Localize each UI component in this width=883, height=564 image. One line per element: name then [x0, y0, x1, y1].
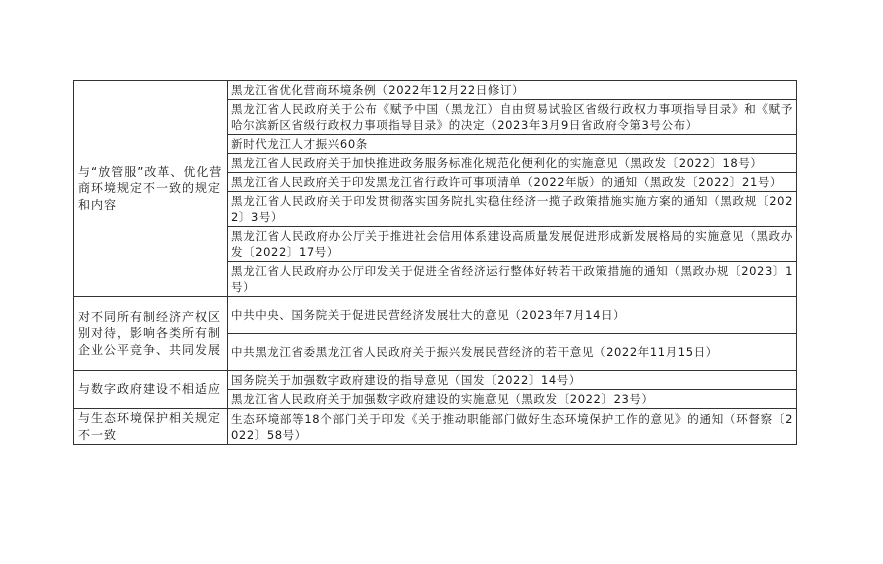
table-row [74, 371, 797, 390]
regulation-cell: 黑龙江省人民政府关于公布《赋予中国（黑龙江）自由贸易试验区省级行政权力事项指导目录》和《赋予哈尔滨新区省级行政权力事项指导目录》的决定（2023年3月9日省政府令第3号公布） [228, 100, 797, 135]
category-cell: 与“放管服”改革、优化营商环境规定不一致的规定和内容 [74, 81, 228, 297]
regulation-cell: 黑龙江省人民政府关于加快推进政务服务标准化规范化便利化的实施意见（黑政发〔2022〕18号） [228, 154, 797, 173]
category-cell: 与生态环境保护相关规定不一致 [74, 409, 228, 445]
regulation-cell: 中共中央、国务院关于促进民营经济发展壮大的意见（2023年7月14日） [228, 297, 797, 334]
regulation-cell: 黑龙江省人民政府关于加强数字政府建设的实施意见（黑政发〔2022〕23号） [228, 390, 797, 409]
regulation-cell: 生态环境部等18个部门关于印发《关于推动职能部门做好生态环境保护工作的意见》的通知（环督察〔2022〕58号） [228, 409, 797, 445]
regulation-cell: 黑龙江省人民政府关于印发贯彻落实国务院扎实稳住经济一揽子政策措施实施方案的通知（黑政规〔2022〕3号） [228, 192, 797, 227]
regulation-cell: 国务院关于加强数字政府建设的指导意见（国发〔2022〕14号） [228, 371, 797, 390]
category-cell: 对不同所有制经济产权区别对待，影响各类所有制企业公平竞争、共同发展 [74, 297, 228, 371]
regulation-cell: 黑龙江省人民政府办公厅印发关于促进全省经济运行整体好转若干政策措施的通知（黑政办规〔2023〕1号） [228, 262, 797, 297]
table-row [74, 297, 797, 334]
regulation-cell: 黑龙江省人民政府关于印发黑龙江省行政许可事项清单（2022年版）的通知（黑政发〔2022〕21号） [228, 173, 797, 192]
regulation-cell: 新时代龙江人才振兴60条 [228, 135, 797, 154]
regulations-table [73, 80, 797, 445]
table-row [74, 81, 797, 100]
regulation-cell: 黑龙江省优化营商环境条例（2022年12月22日修订） [228, 81, 797, 100]
table-row [74, 409, 797, 445]
category-cell: 与数字政府建设不相适应 [74, 371, 228, 409]
regulation-cell: 中共黑龙江省委黑龙江省人民政府关于振兴发展民营经济的若干意见（2022年11月15日） [228, 334, 797, 371]
regulation-cell: 黑龙江省人民政府办公厅关于推进社会信用体系建设高质量发展促进形成新发展格局的实施意见（黑政办发〔2022〕17号） [228, 227, 797, 262]
